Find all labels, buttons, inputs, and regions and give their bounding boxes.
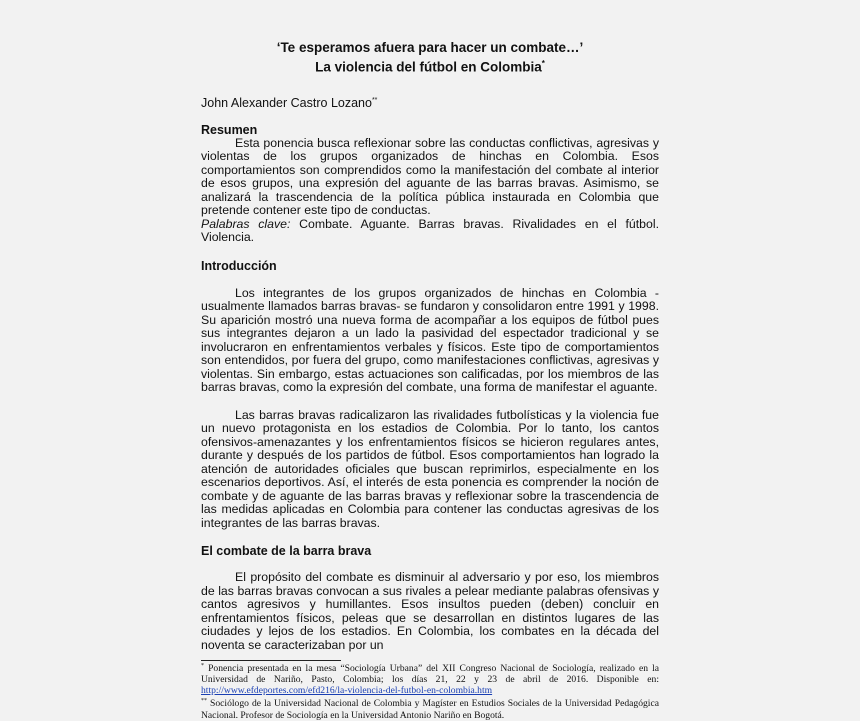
title-line-1: ‘Te esperamos afuera para hacer un combate…’ — [276, 40, 584, 55]
footnote-2-mark: ** — [201, 698, 207, 705]
keywords — [201, 218, 659, 245]
footnote-1-text: Ponencia presentada en la mesa “Sociología Urbana” del XII Congreso Nacional de Sociología, realizado en la Universidad de Nariño, Pasto, Colombia; los días 21, 22 y 23 de abril de 2016. Disponible en: — [201, 663, 659, 686]
author-name: John Alexander Castro Lozano — [201, 95, 372, 110]
title-footnote-mark: * — [541, 59, 545, 68]
author-footnote-mark: ** — [371, 96, 378, 104]
introduccion-heading: Introducción — [201, 258, 277, 273]
footnote-1 — [201, 661, 659, 696]
introduccion-paragraph-2: Las barras bravas radicalizaron las rivalidades futbolísticas y la violencia fue un nuevo protagonista en los estadios de Colombia. Por lo tanto, los cantos ofensivos-amenazantes y los enfrentamientos físicos se hicieron regulares antes, durante y después de los partidos de fútbol. Esos comportamientos han logrado la atención de autoridades oficiales que buscan reprimirlos, especialmente en los escenarios deportivos. Así, el interés de esta ponencia es comprender la noción de combate y de aguante de las barras bravas y reflexionar sobre la trascendencia de las medidas aplicadas en Colombia para contener las conductas agresivas de los integrantes de las barras bravas. — [201, 407, 659, 530]
footnote-2-text: Sociólogo de la Universidad Nacional de Colombia y Magíster en Estudios Sociales de la Universidad Pedagógica Nacional. Profesor de Sociología en la Universidad Antonio Nariño en Bogotá. — [201, 698, 659, 721]
footnote-1-mark: * — [201, 663, 204, 670]
title-line-2 — [201, 56, 659, 76]
title-line-2-text: La violencia del fútbol en Colombia — [315, 59, 542, 75]
combate-heading: El combate de la barra brava — [201, 544, 372, 559]
combate-paragraph-1: El propósito del combate es disminuir al adversario y por eso, los miembros de las barras bravas convocan a sus rivales a pelear mediante palabras ofensivas y cantos agresivos y humillantes. Esos insultos pueden (deben) concluir en enfrentamientos físicos, peleas que se desarrollan en distintos lugares de las ciudades y lejos de los estadios. En Colombia, los combates en la década del noventa se caracterizaban por un — [201, 570, 659, 652]
document-content — [201, 40, 659, 721]
introduccion-paragraph-1: Los integrantes de los grupos organizados de hinchas en Colombia -usualmente llamados barras bravas- se fundaron y consolidaron entre 1991 y 1998. Su aparición mostró una nueva forma de acompañar a los equipos de fútbol pues sus integrantes dejaron a un lado la pasividad del espectador tradicional y se involucraron en enfrentamientos verbales y físicos. Este tipo de comportamientos son entendidos, por fuera del grupo, como manifestaciones conflictivas, agresivas y violentas. Sin embargo, estas actuaciones son calificadas, por los miembros de las barras bravas, como la expresión del combate, una forma de manifestar el aguante. — [201, 285, 659, 395]
resumen-heading: Resumen — [201, 122, 258, 137]
resumen-text: Esta ponencia busca reflexionar sobre las conductas conflictivas, agresivas y violentas de los grupos organizados de hinchas en Colombia. Esos comportamientos son comprendidos como la manifestación del combate al interior de esos grupos, una expresión del aguante de las barras bravas. Asimismo, se analizará la trascendencia de la política pública instaurada en Colombia que pretende contener este tipo de conductas. — [201, 135, 659, 218]
keywords-list: Combate. Aguante. Barras bravas. Rivalidades en el fútbol. Violencia. — [201, 216, 659, 245]
footnote-1-link[interactable]: http://www.efdeportes.com/efd216/la-violencia-del-futbol-en-colombia.htm — [201, 685, 493, 697]
footnote-2 — [201, 696, 659, 720]
keywords-label: Palabras clave: — [201, 216, 291, 231]
author — [201, 93, 659, 111]
